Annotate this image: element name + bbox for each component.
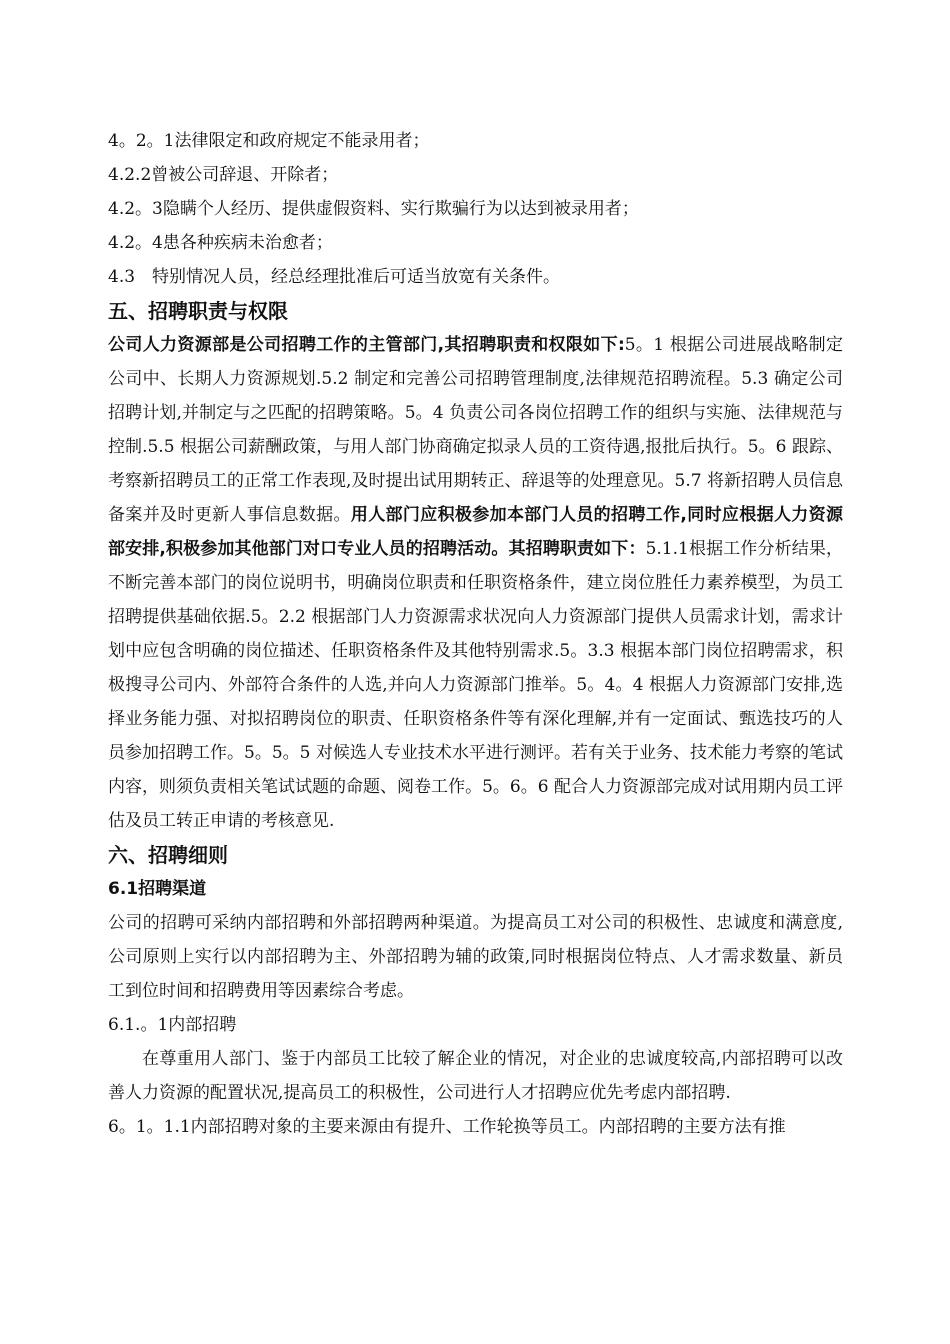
clause-4-2-3: 4.2。3隐瞒个人经历、提供虚假资料、实行欺骗行为以达到被录用者； [108,199,639,219]
section-5-mid: 用人部门应积极参加本部门人员的招聘工作,同时应根据人力资源部安排,积极参加其他部门对口专业人员的招聘活动。其招聘职责如下： [108,505,843,559]
section-6-1-heading: 6.1招聘渠道 [108,879,207,899]
section-6-1-1-heading: 6.1.。1内部招聘 [108,1015,237,1035]
section-6-heading: 六、招聘细则 [108,843,228,867]
section-5-text-2: 5.1.1根据工作分析结果，不断完善本部门的岗位说明书，明确岗位职责和任职资格条件，建立岗位胜任力素养模型，为员工招聘提供基础依据.5。2.2 根据部门人力资源需求状况向人力资源部门提供人员需求计划，需求计划中应包含明确的岗位描述、任职资格条件及其他特别需求.5。3.3 根据本部门岗位招聘需求，积极搜寻公司内、外部符合条件的人选,并向人力资源部门推举。5。4。4 根据人力资源部门安排,选择业务能力强、对拟招聘岗位的职责、任职资格条件等有深化理解,并有一定面试、甄选技巧的人员参加招聘工作。5。5。5 对候选人专业技术水平进行测评。若有关于业务、技术能力考察的笔试内容，则须负责相关笔试试题的命题、阅卷工作。5。6。6 配合人力资源部完成对试用期内员工评估及员工转正申请的考核意见. [108,539,843,831]
section-6-1-1-1-paragraph: 6。1。1.1内部招聘对象的主要来源由有提升、工作轮换等员工。内部招聘的主要方法有推 [108,1117,786,1137]
section-5-lead: 公司人力资源部是公司招聘工作的主管部门,其招聘职责和权限如下: [108,335,625,355]
clause-4-2-2: 4.2.2曾被公司辞退、开除者； [108,165,339,185]
clause-4-2-4: 4.2。4患各种疾病未治愈者； [108,233,333,253]
section-5-text-1: 5。1 根据公司进展战略制定公司中、长期人力资源规划.5.2 制定和完善公司招聘管理制度,法律规范招聘流程。5.3 确定公司招聘计划,并制定与之匹配的招聘策略。5。4 负责公司各岗位招聘工作的组织与实施、法律规范与控制.5.5 根据公司薪酬政策，与用人部门协商确定拟录人员的工资待遇,报批后执行。5。6 跟踪、考察新招聘员工的正常工作表现,及时提出试用期转正、辞退等的处理意见。5.7 将新招聘人员信息备案并及时更新人事信息数据。 [108,335,843,525]
clause-4-2-1: 4。2。1法律限定和政府规定不能录用者； [108,131,430,151]
section-5-heading: 五、招聘职责与权限 [108,299,288,323]
section-6-1-1-paragraph: 在尊重用人部门、鉴于内部员工比较了解企业的情况，对企业的忠诚度较高,内部招聘可以改善人力资源的配置状况,提高员工的积极性，公司进行人才招聘应优先考虑内部招聘. [108,1049,843,1103]
section-6-1-paragraph: 公司的招聘可采纳内部招聘和外部招聘两种渠道。为提高员工对公司的积极性、忠诚度和满意度,公司原则上实行以内部招聘为主、外部招聘为辅的政策,同时根据岗位特点、人才需求数量、新员工到位时间和招聘费用等因素综合考虑。 [108,913,843,1001]
document-body [108,124,843,1144]
section-5-body [108,328,843,838]
clause-4-3: 4.3 特别情况人员，经总经理批准后可适当放宽有关条件。 [108,267,561,287]
